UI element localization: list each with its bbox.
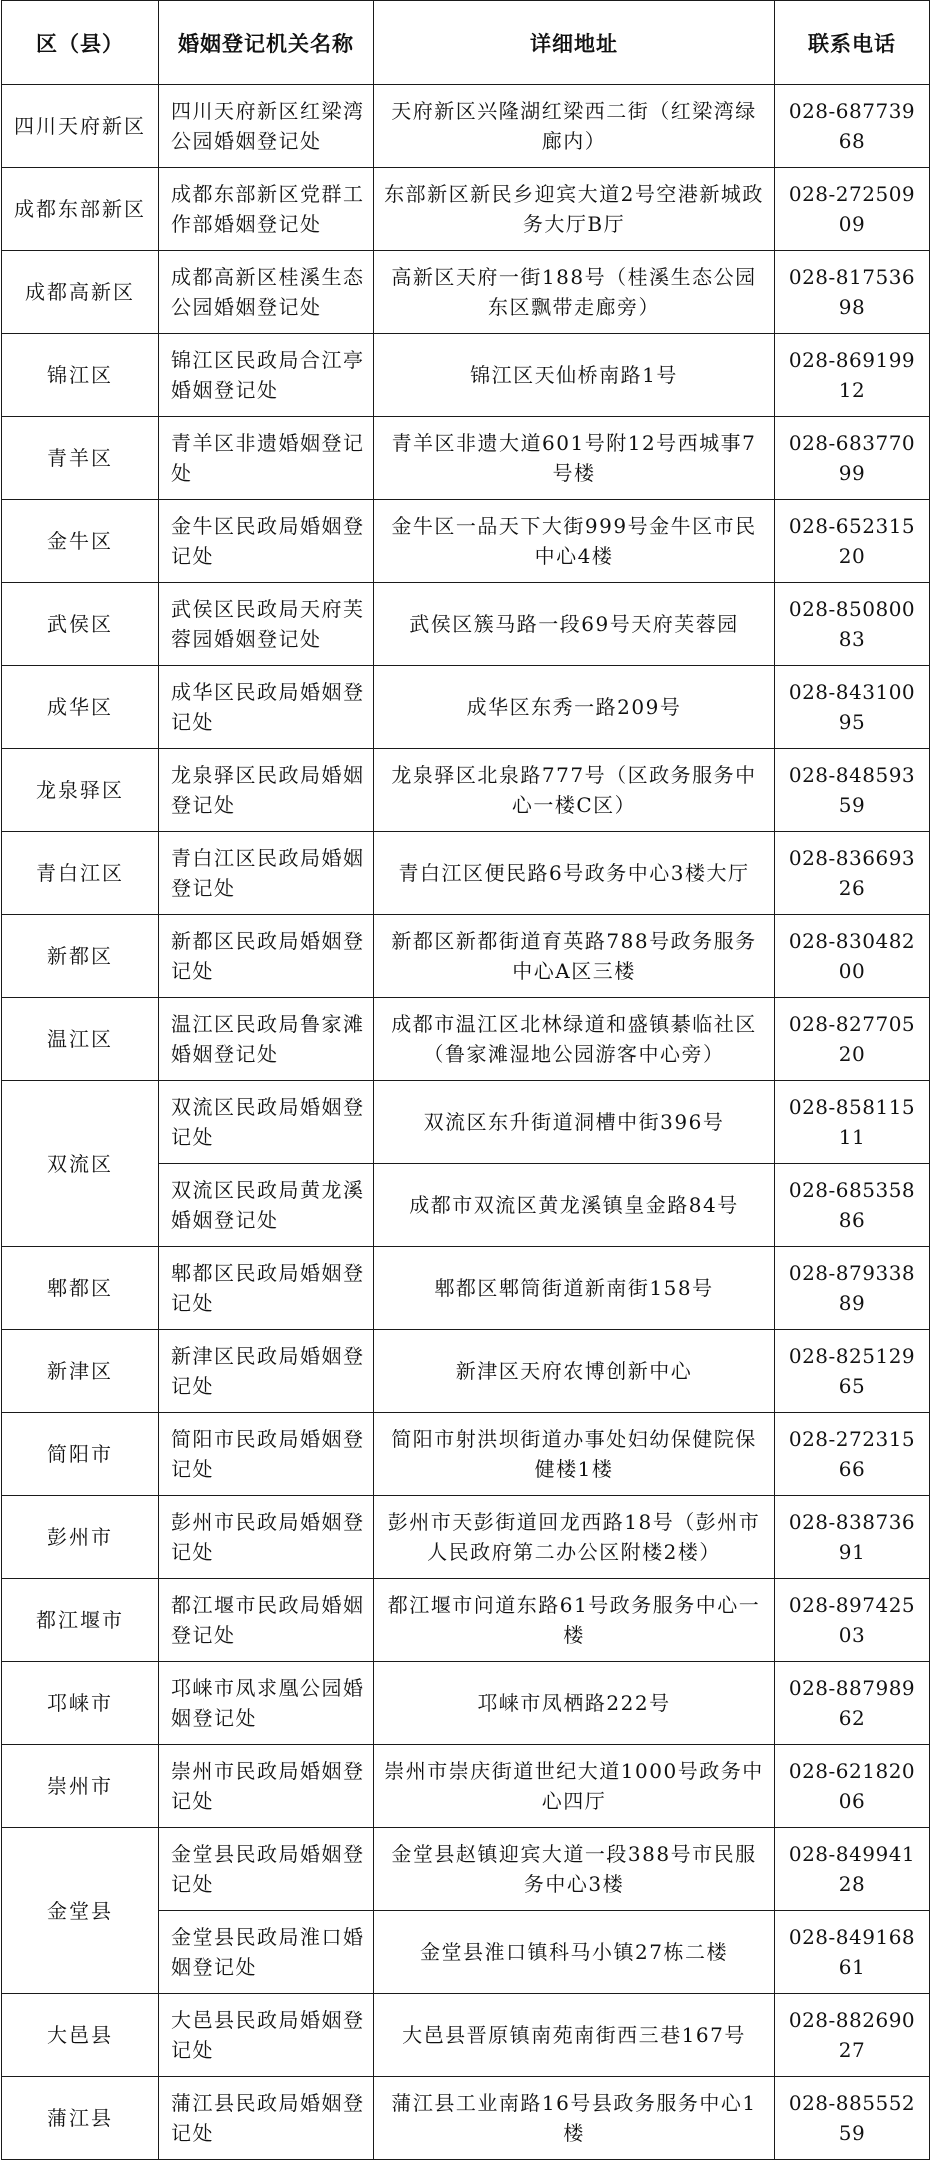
office-cell: 四川天府新区红梁湾公园婚姻登记处 <box>159 85 374 168</box>
district-cell: 大邑县 <box>2 1994 159 2077</box>
office-cell: 新津区民政局婚姻登记处 <box>159 1330 374 1413</box>
district-cell: 简阳市 <box>2 1413 159 1496</box>
office-cell: 邛崃市凤求凰公园婚姻登记处 <box>159 1662 374 1745</box>
header-phone: 联系电话 <box>775 1 930 85</box>
office-cell: 锦江区民政局合江亭婚姻登记处 <box>159 334 374 417</box>
address-cell: 邛崃市凤栖路222号 <box>374 1662 775 1745</box>
phone-cell: 028-83669326 <box>775 832 930 915</box>
table-row <box>2 1828 930 1911</box>
office-cell: 金堂县民政局婚姻登记处 <box>159 1828 374 1911</box>
address-cell: 青白江区便民路6号政务中心3楼大厅 <box>374 832 775 915</box>
table-row <box>2 500 930 583</box>
district-cell: 成华区 <box>2 666 159 749</box>
address-cell: 龙泉驿区北泉路777号（区政务服务中心一楼C区） <box>374 749 775 832</box>
table-row <box>2 1247 930 1330</box>
phone-cell: 028-65231520 <box>775 500 930 583</box>
address-cell: 成华区东秀一路209号 <box>374 666 775 749</box>
address-cell: 崇州市崇庆街道世纪大道1000号政务中心四厅 <box>374 1745 775 1828</box>
address-cell: 东部新区新民乡迎宾大道2号空港新城政务大厅B厅 <box>374 168 775 251</box>
header-district: 区（县） <box>2 1 159 85</box>
office-cell: 成华区民政局婚姻登记处 <box>159 666 374 749</box>
address-cell: 简阳市射洪坝街道办事处妇幼保健院保健楼1楼 <box>374 1413 775 1496</box>
marriage-registry-table <box>1 0 930 2160</box>
district-cell: 青白江区 <box>2 832 159 915</box>
district-cell: 金牛区 <box>2 500 159 583</box>
table-row <box>2 1081 930 1164</box>
office-cell: 青羊区非遗婚姻登记处 <box>159 417 374 500</box>
district-cell: 四川天府新区 <box>2 85 159 168</box>
district-cell: 彭州市 <box>2 1496 159 1579</box>
address-cell: 武侯区簇马路一段69号天府芙蓉园 <box>374 583 775 666</box>
district-cell: 锦江区 <box>2 334 159 417</box>
table-row <box>2 583 930 666</box>
district-cell: 崇州市 <box>2 1745 159 1828</box>
office-cell: 大邑县民政局婚姻登记处 <box>159 1994 374 2077</box>
table-row <box>2 1745 930 1828</box>
office-cell: 简阳市民政局婚姻登记处 <box>159 1413 374 1496</box>
office-cell: 金堂县民政局淮口婚姻登记处 <box>159 1911 374 1994</box>
address-cell: 金牛区一品天下大街999号金牛区市民中心4楼 <box>374 500 775 583</box>
phone-cell: 028-87933889 <box>775 1247 930 1330</box>
address-cell: 新都区新都街道育英路788号政务服务中心A区三楼 <box>374 915 775 998</box>
office-cell: 双流区民政局黄龙溪婚姻登记处 <box>159 1164 374 1247</box>
office-cell: 都江堰市民政局婚姻登记处 <box>159 1579 374 1662</box>
table-row <box>2 1413 930 1496</box>
phone-cell: 028-27250909 <box>775 168 930 251</box>
district-cell: 金堂县 <box>2 1828 159 1994</box>
address-cell: 郫都区郫筒街道新南街158号 <box>374 1247 775 1330</box>
office-cell: 龙泉驿区民政局婚姻登记处 <box>159 749 374 832</box>
header-row <box>2 1 930 85</box>
office-cell: 青白江区民政局婚姻登记处 <box>159 832 374 915</box>
phone-cell: 028-88798962 <box>775 1662 930 1745</box>
address-cell: 双流区东升街道洞槽中街396号 <box>374 1081 775 1164</box>
table-row <box>2 666 930 749</box>
address-cell: 蒲江县工业南路16号县政务服务中心1楼 <box>374 2077 775 2160</box>
district-cell: 成都东部新区 <box>2 168 159 251</box>
office-cell: 彭州市民政局婚姻登记处 <box>159 1496 374 1579</box>
address-cell: 成都市双流区黄龙溪镇皇金路84号 <box>374 1164 775 1247</box>
table-row <box>2 168 930 251</box>
address-cell: 彭州市天彭街道回龙西路18号（彭州市人民政府第二办公区附楼2楼） <box>374 1496 775 1579</box>
address-cell: 大邑县晋原镇南苑南街西三巷167号 <box>374 1994 775 2077</box>
header-address: 详细地址 <box>374 1 775 85</box>
district-cell: 温江区 <box>2 998 159 1081</box>
phone-cell: 028-68377099 <box>775 417 930 500</box>
phone-cell: 028-84994128 <box>775 1828 930 1911</box>
phone-cell: 028-86919912 <box>775 334 930 417</box>
address-cell: 高新区天府一街188号（桂溪生态公园东区飘带走廊旁） <box>374 251 775 334</box>
phone-cell: 028-84859359 <box>775 749 930 832</box>
address-cell: 成都市温江区北林绿道和盛镇綦临社区（鲁家滩湿地公园游客中心旁） <box>374 998 775 1081</box>
office-cell: 成都高新区桂溪生态公园婚姻登记处 <box>159 251 374 334</box>
table-row <box>2 1994 930 2077</box>
address-cell: 新津区天府农博创新中心 <box>374 1330 775 1413</box>
phone-cell: 028-82512965 <box>775 1330 930 1413</box>
district-cell: 武侯区 <box>2 583 159 666</box>
district-cell: 龙泉驿区 <box>2 749 159 832</box>
table-row <box>2 251 930 334</box>
phone-cell: 028-85080083 <box>775 583 930 666</box>
address-cell: 锦江区天仙桥南路1号 <box>374 334 775 417</box>
office-cell: 武侯区民政局天府芙蓉园婚姻登记处 <box>159 583 374 666</box>
district-cell: 蒲江县 <box>2 2077 159 2160</box>
office-cell: 金牛区民政局婚姻登记处 <box>159 500 374 583</box>
address-cell: 金堂县赵镇迎宾大道一段388号市民服务中心3楼 <box>374 1828 775 1911</box>
office-cell: 崇州市民政局婚姻登记处 <box>159 1745 374 1828</box>
office-cell: 温江区民政局鲁家滩婚姻登记处 <box>159 998 374 1081</box>
address-cell: 天府新区兴隆湖红梁西二街（红梁湾绿廊内） <box>374 85 775 168</box>
office-cell: 成都东部新区党群工作部婚姻登记处 <box>159 168 374 251</box>
phone-cell: 028-85811511 <box>775 1081 930 1164</box>
phone-cell: 028-89742503 <box>775 1579 930 1662</box>
phone-cell: 028-68535886 <box>775 1164 930 1247</box>
phone-cell: 028-68773968 <box>775 85 930 168</box>
district-cell: 青羊区 <box>2 417 159 500</box>
header-office-name: 婚姻登记机关名称 <box>159 1 374 85</box>
phone-cell: 028-83048200 <box>775 915 930 998</box>
district-cell: 邛崃市 <box>2 1662 159 1745</box>
district-cell: 郫都区 <box>2 1247 159 1330</box>
phone-cell: 028-82770520 <box>775 998 930 1081</box>
table-row <box>2 1496 930 1579</box>
phone-cell: 028-88555259 <box>775 2077 930 2160</box>
table-row <box>2 417 930 500</box>
table-row <box>2 85 930 168</box>
phone-cell: 028-84310095 <box>775 666 930 749</box>
district-cell: 成都高新区 <box>2 251 159 334</box>
office-cell: 双流区民政局婚姻登记处 <box>159 1081 374 1164</box>
table-row <box>2 832 930 915</box>
phone-cell: 028-62182006 <box>775 1745 930 1828</box>
office-cell: 新都区民政局婚姻登记处 <box>159 915 374 998</box>
table-row <box>2 2077 930 2160</box>
table-row <box>2 1662 930 1745</box>
district-cell: 新津区 <box>2 1330 159 1413</box>
phone-cell: 028-88269027 <box>775 1994 930 2077</box>
office-cell: 蒲江县民政局婚姻登记处 <box>159 2077 374 2160</box>
district-cell: 都江堰市 <box>2 1579 159 1662</box>
table-row <box>2 915 930 998</box>
office-cell: 郫都区民政局婚姻登记处 <box>159 1247 374 1330</box>
phone-cell: 028-27231566 <box>775 1413 930 1496</box>
district-cell: 双流区 <box>2 1081 159 1247</box>
address-cell: 青羊区非遗大道601号附12号西城事7号楼 <box>374 417 775 500</box>
table-row <box>2 334 930 417</box>
table-row <box>2 1579 930 1662</box>
phone-cell: 028-84916861 <box>775 1911 930 1994</box>
table-row <box>2 749 930 832</box>
table-row <box>2 1330 930 1413</box>
district-cell: 新都区 <box>2 915 159 998</box>
address-cell: 都江堰市问道东路61号政务服务中心一楼 <box>374 1579 775 1662</box>
address-cell: 金堂县淮口镇科马小镇27栋二楼 <box>374 1911 775 1994</box>
phone-cell: 028-81753698 <box>775 251 930 334</box>
table-row <box>2 998 930 1081</box>
phone-cell: 028-83873691 <box>775 1496 930 1579</box>
